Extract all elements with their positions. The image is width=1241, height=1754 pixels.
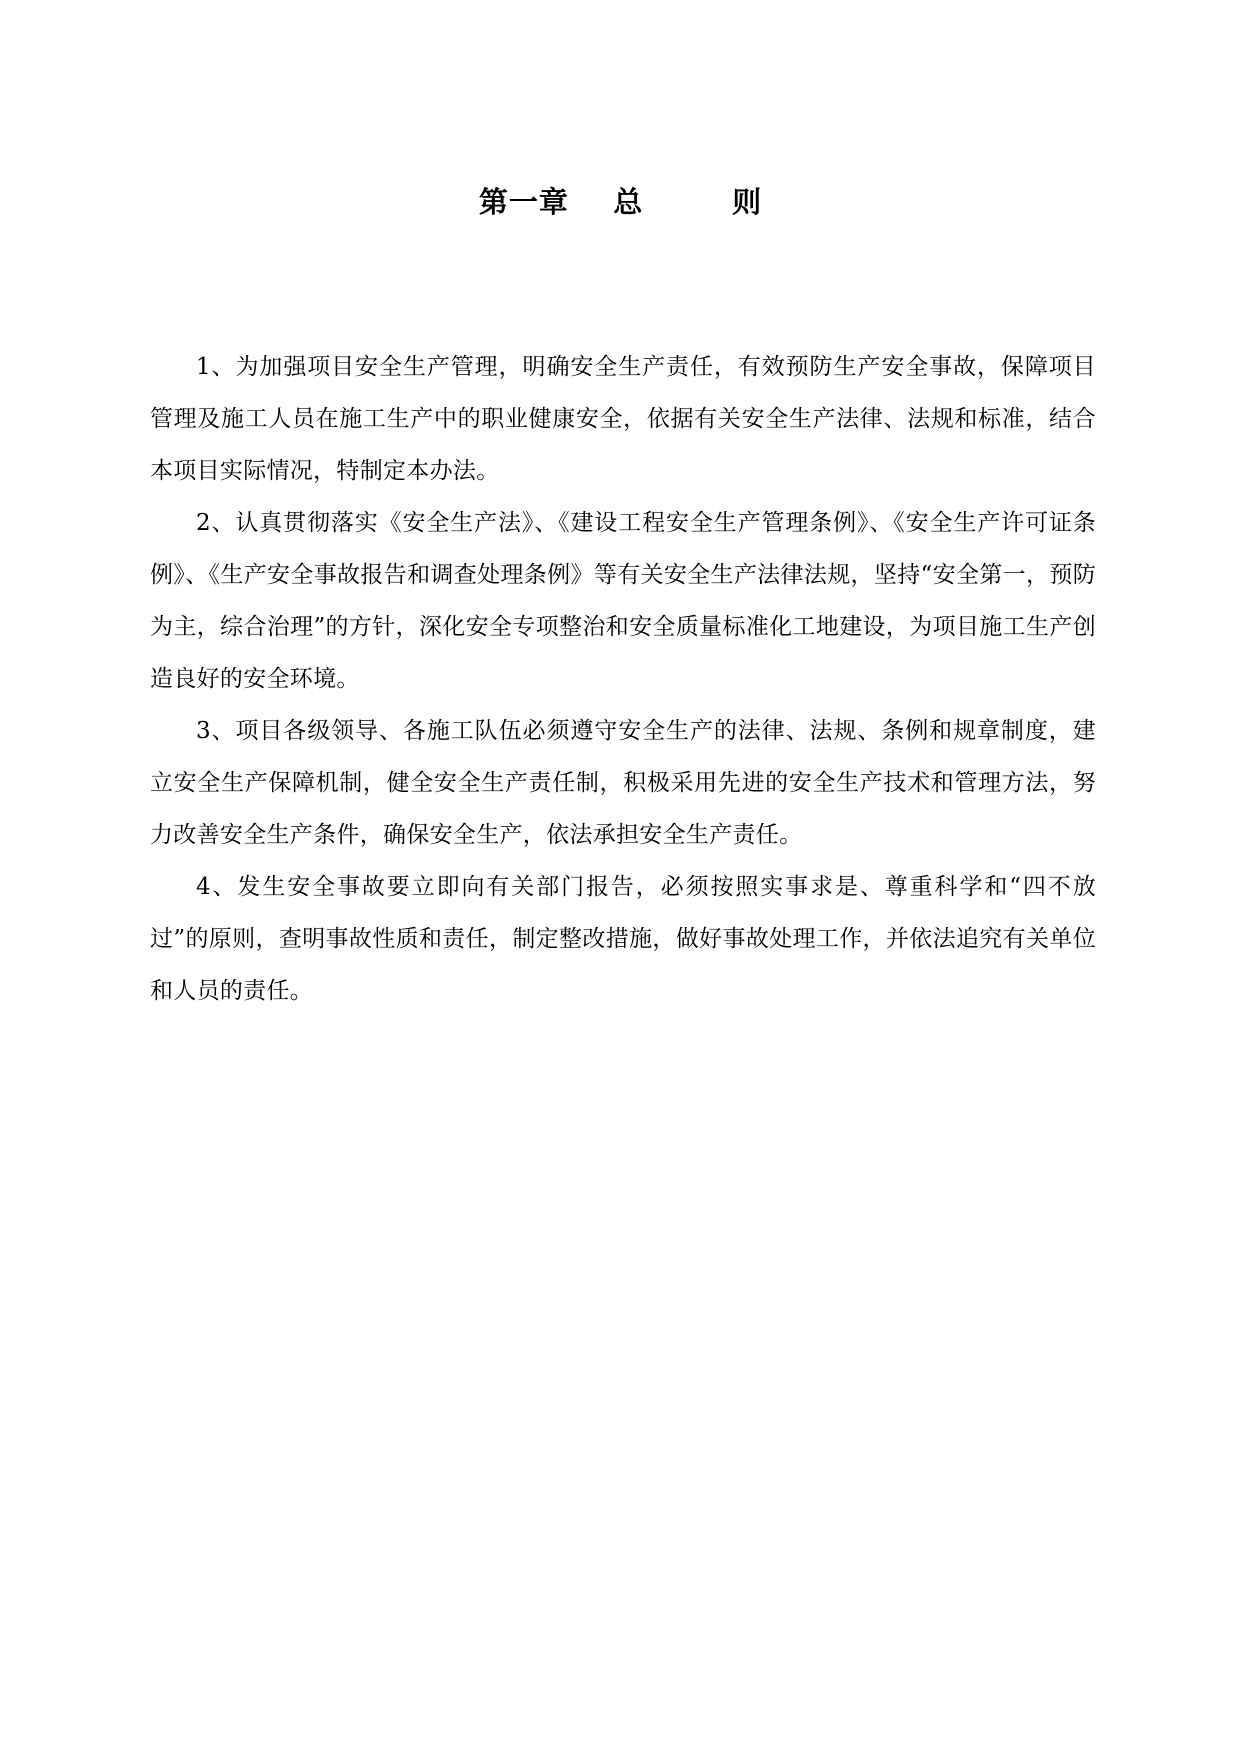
paragraph-4: 4、发生安全事故要立即向有关部门报告，必须按照实事求是、尊重科学和“四不放过”的原则，查明事故性质和责任，制定整改措施，做好事故处理工作，并依法追究有关单位和人员的责任。 [150, 874, 1096, 1004]
paragraph-3: 3、项目各级领导、各施工队伍必须遵守安全生产的法律、法规、条例和规章制度，建立安全生产保障机制，健全安全生产责任制，积极采用先进的安全生产技术和管理方法，努力改善安全生产条件，确保安全生产，依法承担安全生产责任。 [150, 718, 1096, 848]
chapter-title: 第一章 总 则 [478, 185, 763, 219]
paragraph-2: 2、认真贯彻落实《安全生产法》、《建设工程安全生产管理条例》、《安全生产许可证条例》、《生产安全事故报告和调查处理条例》等有关安全生产法律法规，坚持“安全第一，预防为主，综合治理”的方针，深化安全专项整治和安全质量标准化工地建设，为项目施工生产创造良好的安全环境。 [150, 510, 1096, 692]
document-body [150, 341, 1096, 1017]
paragraph-1: 1、为加强项目安全生产管理，明确安全生产责任，有效预防生产安全事故，保障项目管理及施工人员在施工生产中的职业健康安全，依据有关安全生产法律、法规和标准，结合本项目实际情况，特制定本办法。 [150, 354, 1096, 484]
